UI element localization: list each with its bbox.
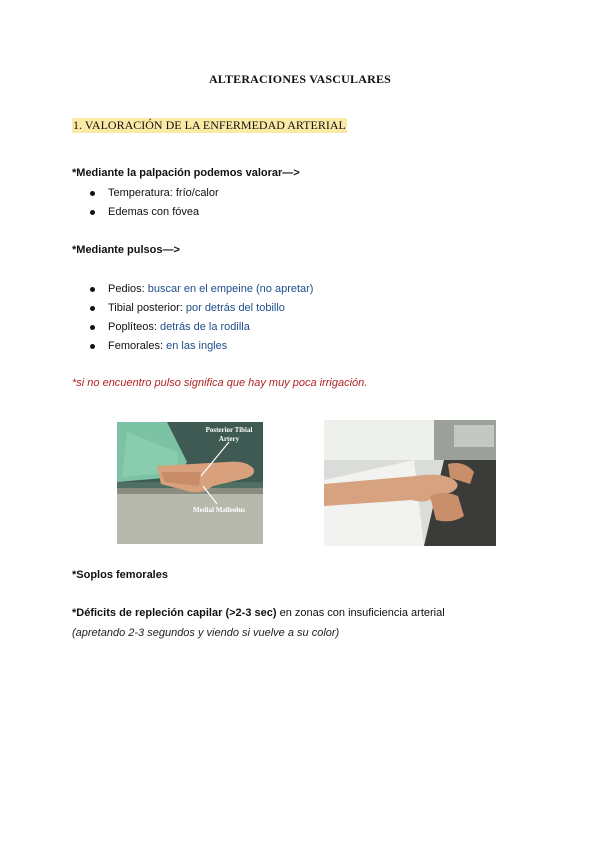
bullet-icon <box>90 210 95 215</box>
capillary-note: (apretando 2-3 segundos y viendo si vuelve a su color) <box>72 627 340 639</box>
section-heading: 1. VALORACIÓN DE LA ENFERMEDAD ARTERIAL <box>73 118 346 132</box>
bullet-icon <box>90 344 95 349</box>
pulse-label: Tibial posterior: <box>108 302 183 314</box>
document-title: ALTERACIONES VASCULARES <box>208 72 392 86</box>
soplos-heading: *Soplos femorales <box>72 569 168 581</box>
svg-text:Artery: Artery <box>218 435 240 443</box>
list-item: Edemas con fóvea <box>90 203 219 222</box>
photo-label-top: Posterior Tibial <box>205 426 253 434</box>
list-item <box>90 299 313 318</box>
bullet-icon <box>90 191 95 196</box>
capillary-bold: *Déficits de repleción capilar (>2-3 sec) <box>72 607 277 619</box>
foot-pulse-photo <box>324 420 496 546</box>
list-item: Temperatura: frío/calor <box>90 184 219 203</box>
bullet-icon <box>90 287 95 292</box>
bullet-icon <box>90 325 95 330</box>
ankle-artery-photo <box>117 422 263 544</box>
list-item <box>90 337 313 356</box>
pulses-heading: *Mediante pulsos—> <box>72 244 180 256</box>
list-item <box>90 318 313 337</box>
pulse-detail: detrás de la rodilla <box>159 321 250 333</box>
photo-label-bottom: Medial Malleolus <box>193 506 245 514</box>
pulse-label: Pedios: <box>108 283 145 295</box>
pulse-note: *si no encuentro pulso significa que hay muy poca irrigación. <box>72 377 368 389</box>
pulse-label: Femorales: <box>108 340 164 352</box>
pulse-detail: por detrás del tobillo <box>185 302 285 314</box>
pulses-list <box>90 280 313 356</box>
bullet-icon <box>90 306 95 311</box>
list-item <box>90 280 313 299</box>
pulse-label: Poplíteos: <box>108 321 157 333</box>
pulse-detail: en las ingles <box>166 340 228 352</box>
capillary-rest: en zonas con insuficiencia arterial <box>276 607 445 619</box>
palpation-list <box>90 184 219 222</box>
capillary-line <box>72 607 445 619</box>
palpation-heading: *Mediante la palpación podemos valorar—> <box>72 167 300 179</box>
pulse-detail: buscar en el empeine (no apretar) <box>147 283 314 295</box>
